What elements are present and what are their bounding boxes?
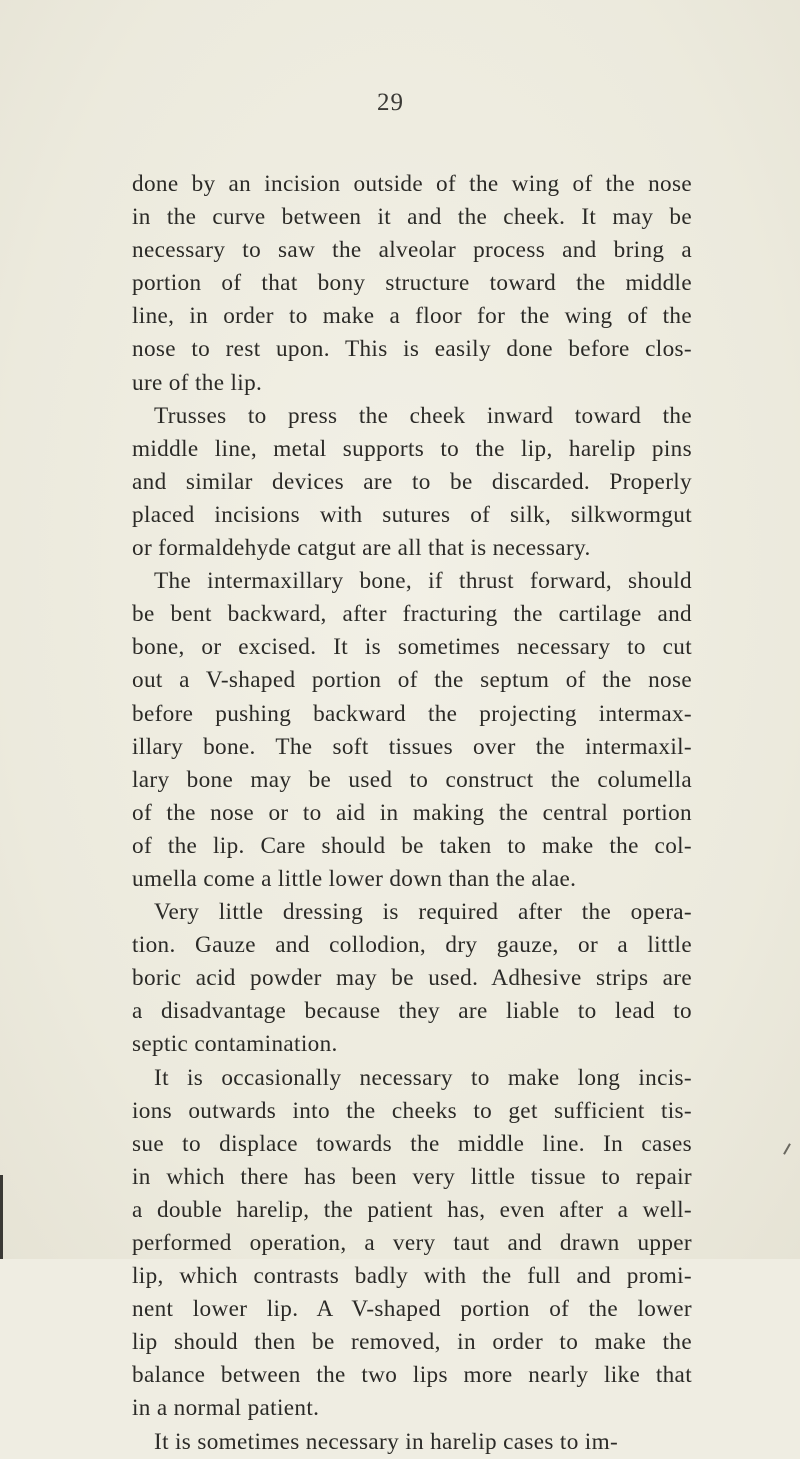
text-line: in the curve between it and the cheek. It may be: [132, 204, 692, 231]
text-line: lary bone may be used to construct the columella: [132, 766, 692, 793]
text-line: out a V-shaped portion of the septum of the nose: [132, 667, 692, 694]
text-line: be bent backward, after fracturing the cartilage and: [132, 601, 692, 628]
text-line: Very little dressing is required after the opera-: [154, 899, 692, 926]
text-line: tion. Gauze and collodion, dry gauze, or a little: [132, 932, 692, 959]
text-line: illary bone. The soft tissues over the intermaxil-: [132, 733, 692, 760]
text-line: line, in order to make a floor for the wing of the: [132, 303, 692, 330]
text-line: performed operation, a very taut and drawn upper: [132, 1230, 692, 1256]
margin-tick-mark: [783, 1143, 791, 1154]
text-line: in a normal patient.: [132, 1395, 320, 1422]
text-line: done by an incision outside of the wing of the nose: [132, 171, 692, 197]
text-line: nose to rest upon. This is easily done before clos-: [132, 336, 692, 363]
text-line: balance between the two lips more nearly like that: [132, 1362, 692, 1389]
text-line: ions outwards into the cheeks to get sufficient tis-: [132, 1097, 692, 1124]
text-line: middle line, metal supports to the lip, harelip pins: [132, 435, 692, 462]
body-text: [132, 168, 692, 1459]
text-line: in which there has been very little tissue to repair: [132, 1163, 692, 1190]
text-line: Trusses to press the cheek inward toward the: [154, 402, 692, 429]
text-line: boric acid powder may be used. Adhesive strips are: [132, 965, 692, 992]
text-line: bone, or excised. It is sometimes necessary to cut: [132, 634, 692, 661]
text-line: It is occasionally necessary to make long incis-: [154, 1064, 692, 1091]
text-line: It is sometimes necessary in harelip cases to im-: [154, 1428, 619, 1455]
text-line: and similar devices are to be discarded. Properly: [132, 468, 692, 495]
text-line: septic contamination.: [132, 1031, 338, 1058]
text-line: The intermaxillary bone, if thrust forward, should: [154, 568, 692, 595]
binding-edge-mark: [0, 1175, 3, 1259]
text-line: lip should then be removed, in order to make the: [132, 1329, 692, 1356]
text-line: sue to displace towards the middle line. In cases: [132, 1130, 692, 1157]
text-line: nent lower lip. A V-shaped portion of the lower: [132, 1296, 692, 1323]
page-number: 29: [377, 89, 404, 116]
text-line: or formaldehyde catgut are all that is necessary.: [132, 535, 591, 562]
text-line: of the lip. Care should be taken to make the col-: [132, 832, 692, 859]
text-line: before pushing backward the projecting intermax-: [132, 700, 692, 727]
text-line: lip, which contrasts badly with the full and promi-: [132, 1263, 692, 1290]
text-line: of the nose or to aid in making the central portion: [132, 799, 692, 826]
text-line: a double harelip, the patient has, even after a well-: [132, 1196, 692, 1223]
text-line: ure of the lip.: [132, 369, 263, 396]
text-line: umella come a little lower down than the alae.: [132, 865, 577, 892]
text-line: a disadvantage because they are liable to lead to: [132, 998, 692, 1025]
text-line: placed incisions with sutures of silk, silkwormgut: [132, 501, 692, 528]
text-line: necessary to saw the alveolar process and bring a: [132, 237, 692, 264]
text-line: portion of that bony structure toward the middle: [132, 270, 692, 297]
